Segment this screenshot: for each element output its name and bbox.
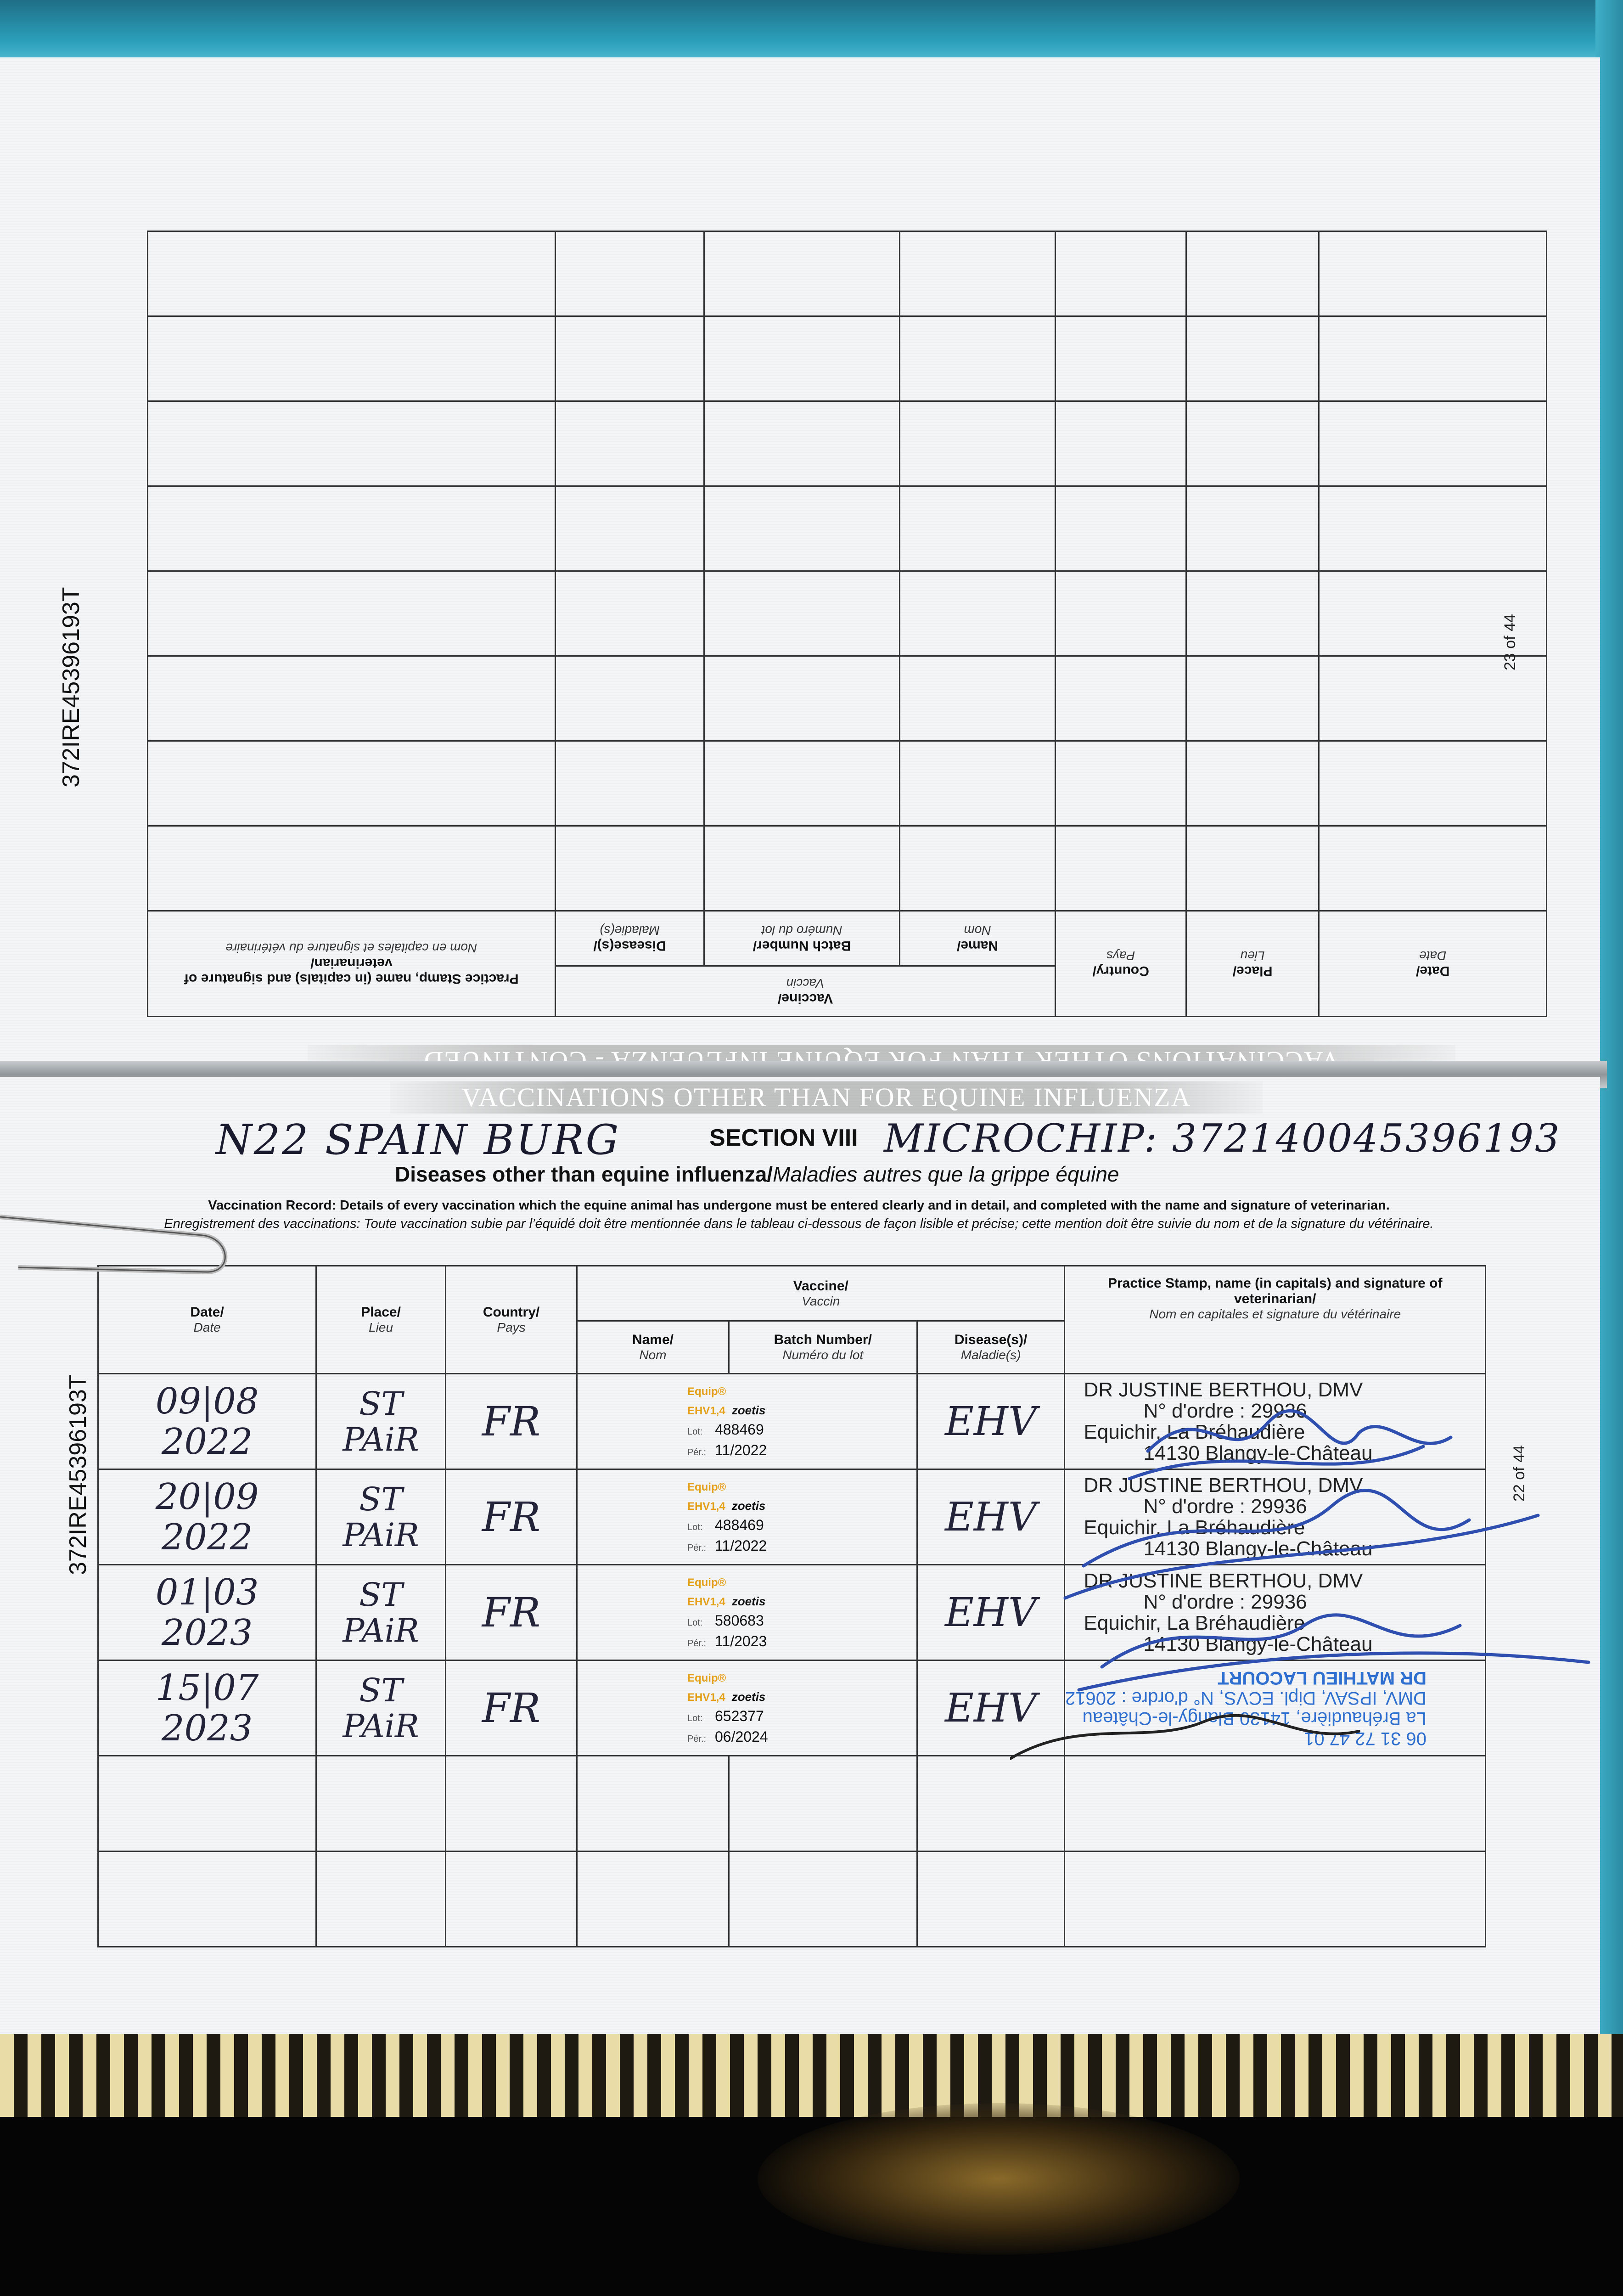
- country-header: Country/ Pays: [445, 1266, 577, 1374]
- country-cell: FR: [445, 1374, 577, 1469]
- table-row-empty: [98, 1851, 1486, 1947]
- table-row: [98, 1374, 1486, 1469]
- place-cell: ST PAiR: [316, 1469, 446, 1565]
- stamp-cell: [1065, 1374, 1486, 1469]
- stamp-header: Practice Stamp, name (in capitals) and signature of veterinarian/ Nom en capitales et signature du vétérinaire: [148, 911, 556, 1017]
- paper-clip: [0, 1208, 239, 1300]
- vaccine-sticker: Equip® EHV1,4 zoetis Lot: 580683 Pér.: 11/2023: [687, 1576, 767, 1649]
- stamp-cell: [1065, 1660, 1486, 1756]
- batch-header: Batch Number/ Numéro du lot: [729, 1321, 917, 1374]
- page-23: [0, 57, 1600, 1068]
- table-row: [98, 1565, 1486, 1660]
- vet-stamp: DR JUSTINE BERTHOU, DMV N° d'ordre : 29936 Equichir, La Bréhaudière 14130 Blangy-le-Château: [1084, 1569, 1373, 1655]
- vaccine-label-cell: [577, 1469, 917, 1565]
- horse-name: N22 SPAIN BURG: [216, 1116, 621, 1164]
- disease-cell: EHV: [917, 1565, 1065, 1660]
- name-header: Name/ Nom: [577, 1321, 729, 1374]
- date-cell: 20|09 2022: [98, 1469, 316, 1565]
- date-header: Date/ Date: [1319, 911, 1547, 1017]
- disease-cell: EHV: [917, 1374, 1065, 1469]
- table-row: [148, 571, 1547, 656]
- vaccine-sticker: Equip® EHV1,4 zoetis Lot: 488469 Pér.: 11/2022: [687, 1480, 767, 1554]
- page-number: 22 of 44: [1511, 1445, 1528, 1502]
- stamp-cell: [1065, 1565, 1486, 1660]
- date-cell: 01|03 2023: [98, 1565, 316, 1660]
- place-cell: ST PAiR: [316, 1374, 446, 1469]
- date-cell: 15|07 2023: [98, 1660, 316, 1756]
- vaccine-sticker: Equip® EHV1,4 zoetis Lot: 652377 Pér.: 06/2024: [687, 1671, 768, 1745]
- country-header: Country/ Pays: [1056, 911, 1186, 1017]
- disease-header: Disease(s)/ Maladie(s): [555, 911, 704, 966]
- batch-header: Batch Number/ Numéro du lot: [704, 911, 899, 966]
- date-cell: 09|08 2022: [98, 1374, 316, 1469]
- side-id: 372IRE45396193T: [65, 1374, 91, 1575]
- country-cell: FR: [445, 1660, 577, 1756]
- table-row: [148, 741, 1547, 826]
- side-id: 372IRE45396193T: [58, 587, 84, 788]
- vaccine-label-cell: [577, 1660, 917, 1756]
- stamp-header: Practice Stamp, name (in capitals) and signature of veterinarian/ Nom en capitales et signature du vétérinaire: [1065, 1266, 1486, 1374]
- table-row: [148, 316, 1547, 401]
- vaccine-label-cell: [577, 1374, 917, 1469]
- place-cell: ST PAiR: [316, 1660, 446, 1756]
- page-23-rotated-content: [69, 149, 1547, 1077]
- disease-cell: EHV: [917, 1469, 1065, 1565]
- country-cell: FR: [445, 1565, 577, 1660]
- place-header: Place/ Lieu: [316, 1266, 446, 1374]
- vaccine-label-cell: [577, 1565, 917, 1660]
- table-row: [98, 1469, 1486, 1565]
- vet-stamp: DR JUSTINE BERTHOU, DMV N° d'ordre : 29936 Equichir, La Bréhaudière 14130 Blangy-le-Château: [1084, 1474, 1373, 1560]
- disease-cell: EHV: [917, 1660, 1065, 1756]
- table-row: [98, 1660, 1486, 1756]
- microchip-number: MICROCHIP: 372140045396193: [884, 1116, 1561, 1161]
- page-subtitle: Diseases other than equine influenza/Maladies autres que la grippe équine: [395, 1162, 1119, 1186]
- vaccination-table-continued: [147, 231, 1547, 1017]
- background-surface: [0, 2034, 1623, 2296]
- stamp-cell: [1065, 1469, 1486, 1565]
- table-row-empty: [98, 1756, 1486, 1851]
- section-title: SECTION VIII: [709, 1125, 858, 1151]
- table-row: [148, 826, 1547, 911]
- vaccine-header: Vaccine/ Vaccin: [577, 1266, 1065, 1321]
- vaccine-header: Vaccine/ Vaccin: [555, 966, 1056, 1017]
- table-row: [148, 401, 1547, 486]
- place-cell: ST PAiR: [316, 1565, 446, 1660]
- country-cell: FR: [445, 1469, 577, 1565]
- page-banner: VACCINATIONS OTHER THAN FOR EQUINE INFLUENZA: [390, 1081, 1263, 1114]
- page-number: 23 of 44: [1501, 614, 1519, 670]
- table-row: [148, 231, 1547, 316]
- vet-stamp: 06 31 72 47 01 La Bréhaudière, 14130 Blangy-le-Château DMV, IPSAV, Dipl. ECVS, N° d'ordre : 20612 DR MATHIEU LACOURT: [1065, 1667, 1427, 1749]
- vet-stamp: DR JUSTINE BERTHOU, DMV N° d'ordre : 29936 Equichir, La Bréhaudière 14130 Blangy-le-Château: [1084, 1378, 1373, 1464]
- date-header: Date/ Date: [98, 1266, 316, 1374]
- disease-header: Disease(s)/ Maladie(s): [917, 1321, 1065, 1374]
- vaccine-sticker: Equip® EHV1,4 zoetis Lot: 488469 Pér.: 11/2022: [687, 1385, 767, 1458]
- record-instructions: Vaccination Record: Details of every vaccination which the equine animal has undergone must be entered clearly and in detail, and completed with the name and signature of veterinarian. Enregistrement des vaccinations: Toute vaccination subie par l’équidé doit être mentionnée dans le tableau ci-dessous de façon lisible et précise; cette mention doit être suivie du nom et de la signature du vétérinaire.: [164, 1198, 1434, 1231]
- table-row: [148, 656, 1547, 741]
- place-header: Place/ Lieu: [1186, 911, 1319, 1017]
- vaccination-table: [97, 1265, 1486, 1947]
- name-header: Name/ Nom: [899, 911, 1056, 966]
- table-row: [148, 486, 1547, 571]
